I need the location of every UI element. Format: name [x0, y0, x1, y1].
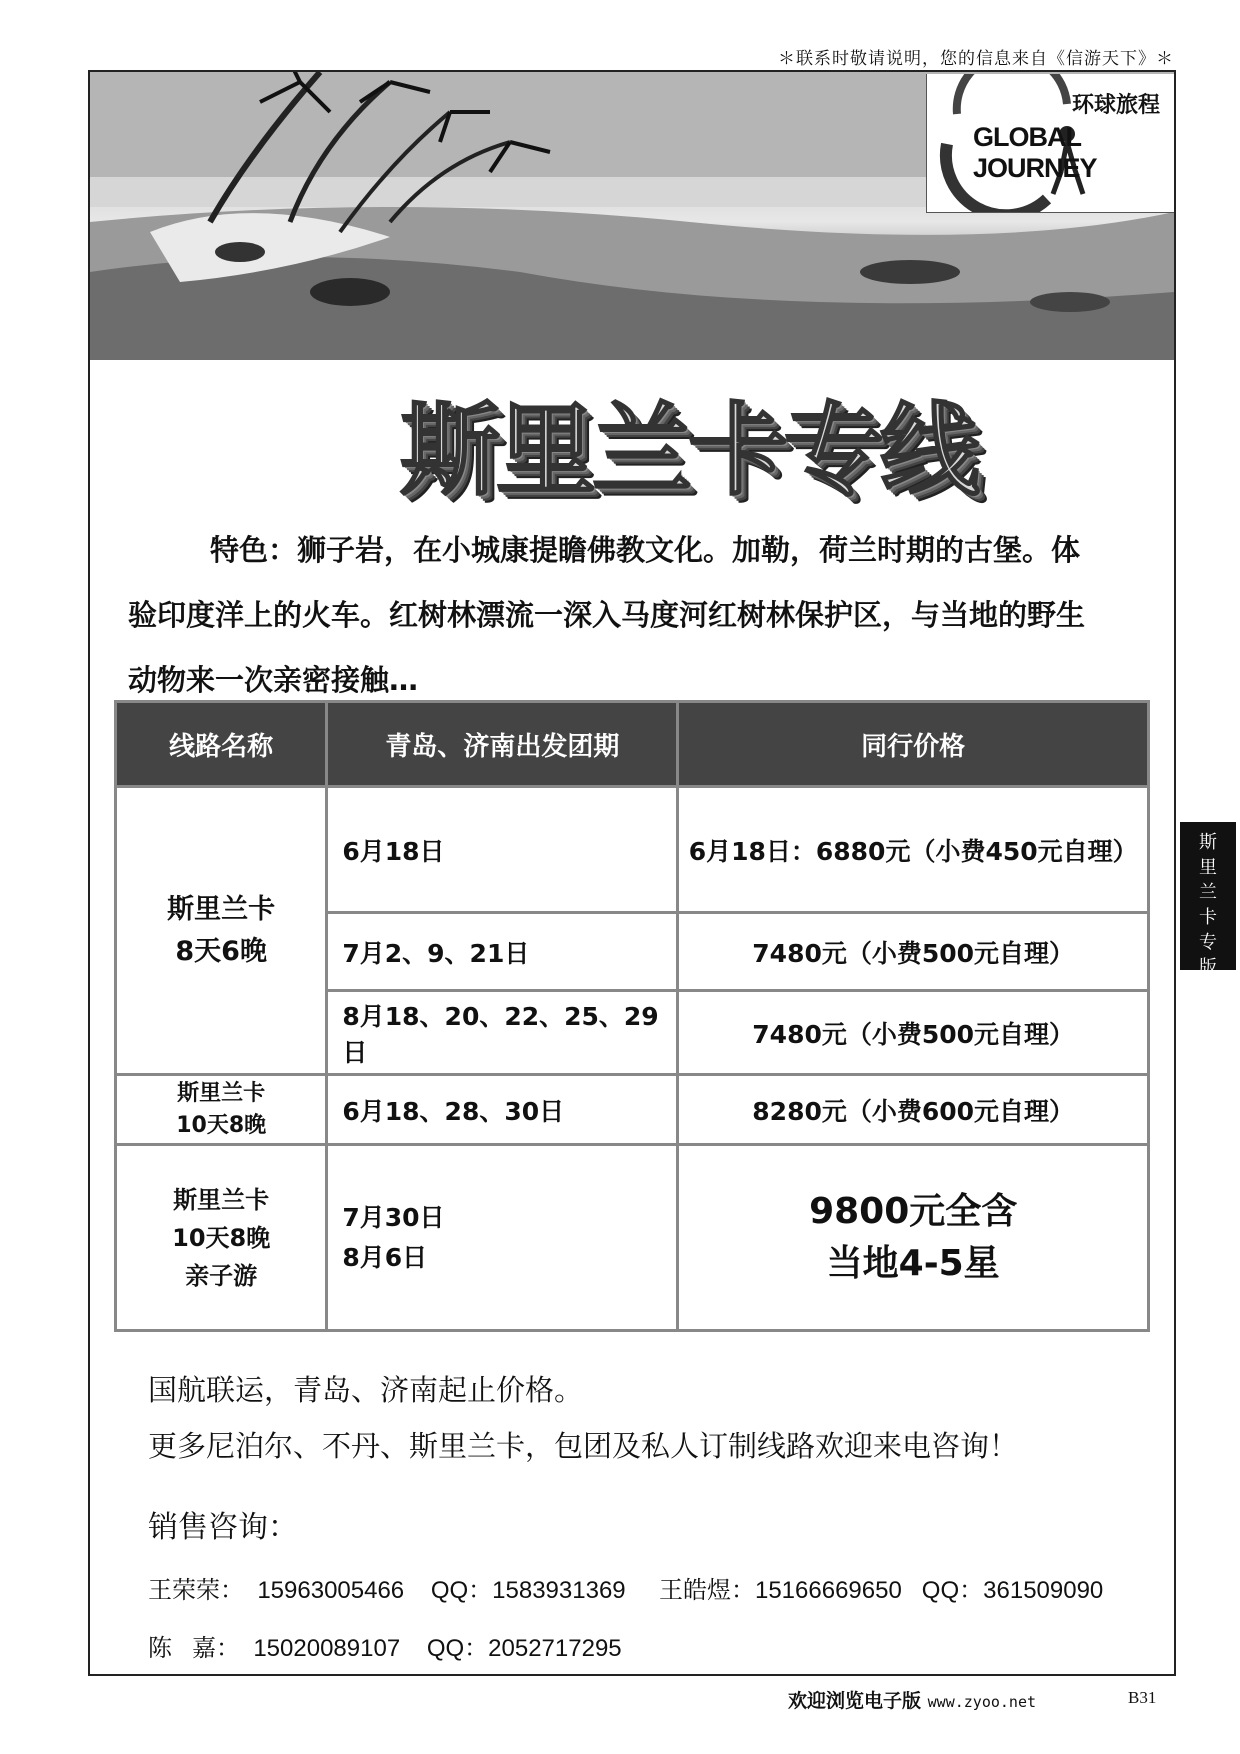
page-title: 斯里兰卡专线: [400, 392, 976, 509]
route-name-cell: [116, 787, 327, 1075]
logo-cn-text: 环球旅程: [1071, 93, 1160, 118]
route-duration: 10天8晚: [176, 1112, 267, 1138]
sales-title: 销售咨询：: [148, 1510, 298, 1545]
table-header-row: [116, 702, 1149, 787]
route-name-cell: [116, 1145, 327, 1331]
header-route-name: 线路名称: [116, 702, 327, 787]
contact-line: 陈 嘉： 15020089107 QQ：2052717295: [148, 1635, 622, 1662]
source-note: ＊联系时敬请说明，您的信息来自《信游天下》＊: [778, 49, 1174, 69]
price-cell: [678, 1145, 1149, 1331]
page-number: B31: [1128, 1688, 1157, 1707]
intro-line: 动物来一次亲密接触…: [128, 663, 419, 697]
notes: [148, 1362, 1018, 1474]
table-row: [116, 1145, 1149, 1331]
section-side-tab: [1180, 822, 1236, 978]
header-departure-dates: 青岛、济南出发团期: [327, 702, 678, 787]
route-name: 斯里兰卡: [173, 1185, 270, 1214]
departure-date: 6月18日: [327, 787, 678, 913]
route-type: 亲子游: [185, 1261, 258, 1290]
side-tab-char: 里: [1199, 857, 1217, 878]
table-row: [116, 787, 1149, 913]
footer: [788, 1686, 1036, 1713]
intro-line: 特色：狮子岩，在小城康提瞻佛教文化。加勒，荷兰时期的古堡。体: [210, 533, 1081, 567]
side-tab-char: 兰: [1199, 882, 1217, 903]
route-table: [114, 700, 1150, 1332]
feature-intro: [128, 518, 1128, 713]
departure-date: 7月30日: [342, 1202, 445, 1232]
route-name-cell: [116, 1075, 327, 1145]
table-row: [116, 1075, 1149, 1145]
route-duration: 10天8晚: [172, 1223, 271, 1252]
header-price: 同行价格: [678, 702, 1149, 787]
note-line: 更多尼泊尔、不丹、斯里兰卡，包团及私人订制线路欢迎来电咨询！: [148, 1429, 1019, 1463]
price: 9800元全含: [809, 1190, 1018, 1232]
global-journey-logo: [926, 74, 1174, 213]
logo-en-text: GLOBAL JOURNEY: [973, 122, 1097, 183]
price: 6月18日：6880元（小费450元自理）: [678, 787, 1149, 913]
side-tab-char: 卡: [1199, 907, 1217, 928]
hotel-standard: 当地4-5星: [826, 1242, 1000, 1284]
footer-label: 欢迎浏览电子版: [788, 1690, 922, 1712]
side-tab-char: 斯: [1199, 832, 1217, 853]
price: 7480元（小费500元自理）: [678, 991, 1149, 1075]
side-tab-char: 版: [1199, 957, 1217, 978]
contact-line: 王荣荣： 15963005466 QQ：1583931369 王皓煜：15166669650 QQ：361509090: [148, 1577, 1104, 1604]
route-name: 斯里兰卡: [177, 1080, 266, 1106]
footer-url[interactable]: www.zyoo.net: [927, 1693, 1037, 1711]
route-duration: 8天6晚: [175, 935, 267, 967]
price: 7480元（小费500元自理）: [678, 913, 1149, 991]
route-name: 斯里兰卡: [167, 893, 276, 925]
price: 8280元（小费600元自理）: [678, 1075, 1149, 1145]
departure-date: 6月18、28、30日: [327, 1075, 678, 1145]
departure-date: 8月18、20、22、25、29日: [327, 991, 678, 1075]
side-tab-char: 专: [1199, 932, 1217, 953]
intro-line: 验印度洋上的火车。红树林漂流一深入马度河红树林保护区，与当地的野生: [128, 598, 1086, 632]
note-line: 国航联运，青岛、济南起止价格。: [148, 1373, 584, 1407]
departure-date: 8月6日: [342, 1242, 428, 1272]
departure-date: 7月2、9、21日: [327, 913, 678, 991]
departure-date-cell: [327, 1145, 678, 1331]
